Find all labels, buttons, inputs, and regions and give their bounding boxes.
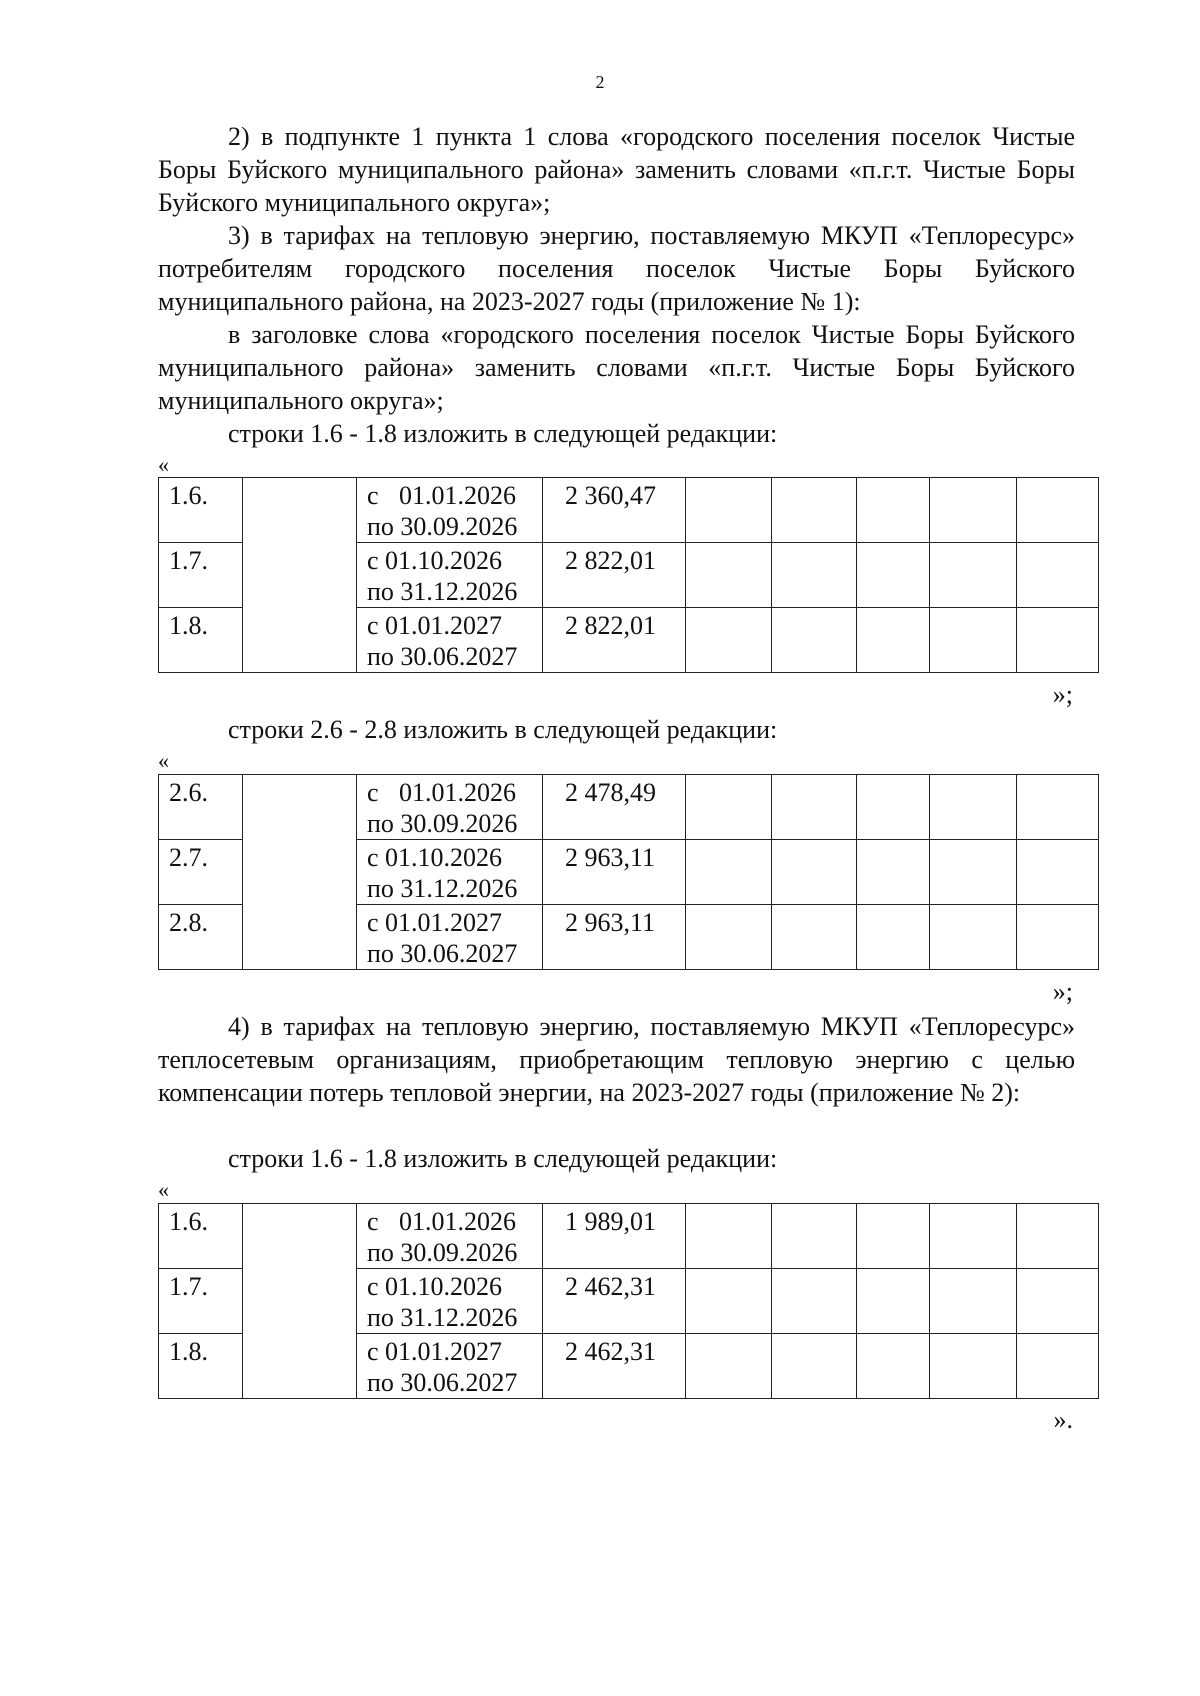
row-number: 1.8.: [159, 608, 243, 673]
tariff-table-1: [158, 477, 1099, 673]
table-3-intro: строки 1.6 - 1.8 изложить в следующей редакции:: [228, 1144, 778, 1173]
table-row: [159, 775, 1099, 840]
table-1-intro: строки 1.6 - 1.8 изложить в следующей редакции:: [228, 419, 778, 448]
page-number: 2: [595, 72, 605, 92]
row-number: 1.6.: [159, 1204, 243, 1269]
period-cell: с 01.01.2026 по 30.09.2026: [357, 478, 543, 543]
row-number: 1.7.: [159, 1269, 243, 1334]
tariff-value: 2 822,01: [543, 608, 686, 673]
table-3-close-quote: ».: [1053, 1405, 1073, 1434]
row-number: 2.7.: [159, 840, 243, 905]
table-row: [159, 478, 1099, 543]
paragraph-3-header: в заголовке слова «городского поселения поселок Чистые Боры Буйского муниципального района» заменить словами «п.г.т. Чистые Боры Буйского муниципального округа»;: [158, 320, 1075, 415]
tariff-value: 2 963,11: [543, 840, 686, 905]
table-2-close-quote: »;: [1052, 977, 1073, 1006]
period-cell: с 01.01.2027 по 30.06.2027: [357, 1334, 543, 1399]
paragraph-4: 4) в тарифах на тепловую энергию, поставляемую МКУП «Теплоресурс» теплосетевым организациям, приобретающим тепловую энергию с целью компенсации потерь тепловой энергии, на 2023-2027 годы (приложение № 2):: [158, 1012, 1075, 1107]
tariff-value: 1 989,01: [543, 1204, 686, 1269]
tariff-value: 2 963,11: [543, 905, 686, 970]
row-number: 2.6.: [159, 775, 243, 840]
row-number: 2.8.: [159, 905, 243, 970]
empty-cell: [243, 478, 357, 673]
period-cell: с 01.10.2026 по 31.12.2026: [357, 543, 543, 608]
row-number: 1.8.: [159, 1334, 243, 1399]
tariff-value: 2 360,47: [543, 478, 686, 543]
tariff-table-2: [158, 774, 1099, 970]
tariff-value: 2 478,49: [543, 775, 686, 840]
table-1-close-quote: »;: [1052, 680, 1073, 709]
period-cell: с 01.10.2026 по 31.12.2026: [357, 840, 543, 905]
table-2-intro: строки 2.6 - 2.8 изложить в следующей редакции:: [228, 715, 778, 744]
table-2-open-quote: «: [158, 748, 169, 773]
table-1-open-quote: «: [158, 452, 169, 477]
period-cell: с 01.01.2027 по 30.06.2027: [357, 905, 543, 970]
tariff-table-3: [158, 1203, 1099, 1399]
tariff-value: 2 462,31: [543, 1269, 686, 1334]
period-cell: с 01.01.2026 по 30.09.2026: [357, 1204, 543, 1269]
period-cell: с 01.01.2026 по 30.09.2026: [357, 775, 543, 840]
paragraph-2: 2) в подпункте 1 пункта 1 слова «городского поселения поселок Чистые Боры Буйского муниципального района» заменить словами «п.г.т. Чистые Боры Буйского муниципального округа»;: [158, 122, 1075, 217]
table-row: [159, 1204, 1099, 1269]
empty-cell: [243, 1204, 357, 1399]
table-3-open-quote: «: [158, 1177, 169, 1202]
tariff-value: 2 822,01: [543, 543, 686, 608]
tariff-value: 2 462,31: [543, 1334, 686, 1399]
row-number: 1.6.: [159, 478, 243, 543]
paragraph-3: 3) в тарифах на тепловую энергию, поставляемую МКУП «Теплоресурс» потребителям городского поселения поселок Чистые Боры Буйского муниципального района, на 2023-2027 годы (приложение № 1):: [158, 221, 1075, 316]
period-cell: с 01.10.2026 по 31.12.2026: [357, 1269, 543, 1334]
row-number: 1.7.: [159, 543, 243, 608]
empty-cell: [243, 775, 357, 970]
period-cell: с 01.01.2027 по 30.06.2027: [357, 608, 543, 673]
